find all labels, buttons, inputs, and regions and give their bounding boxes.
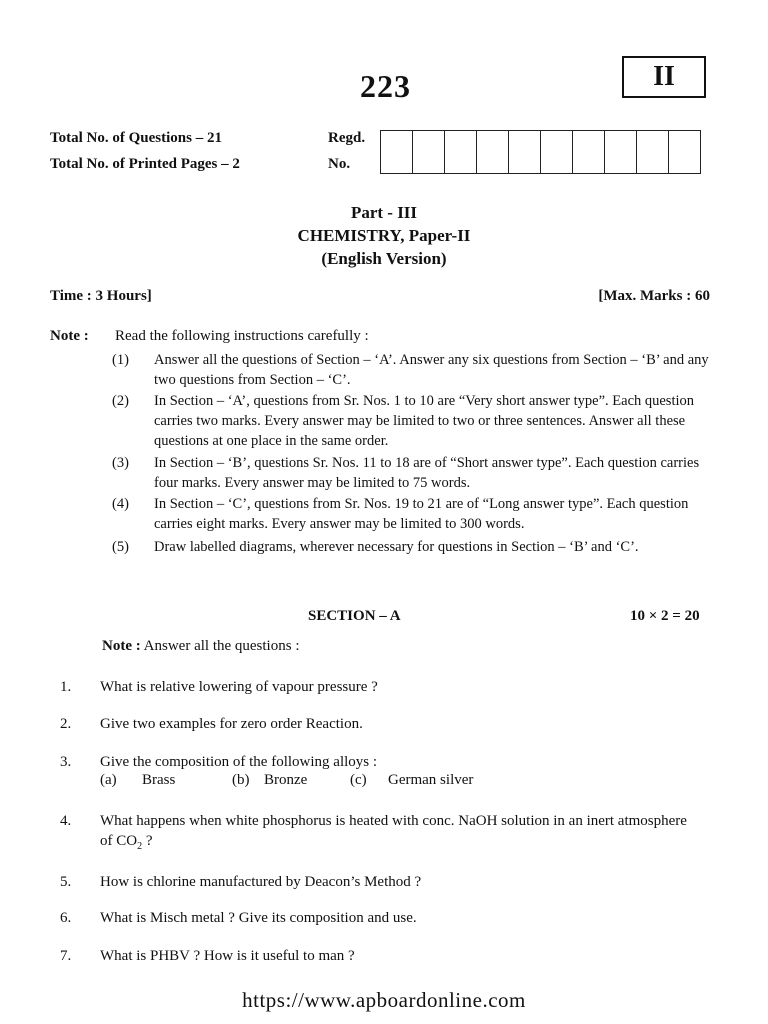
regd-box (637, 131, 669, 173)
set-marker-box: II (622, 56, 706, 98)
regd-box (413, 131, 445, 173)
max-marks: [Max. Marks : 60 (598, 288, 710, 304)
regd-box (669, 131, 700, 173)
instruction-text: In Section – ‘A’, questions from Sr. Nos. 1 to 10 are “Very short answer type”. Each question carries two marks. Every answer may be limited to two or three sentences. Answer all these questions at one place in the same order. (154, 393, 695, 449)
regd-box (605, 131, 637, 173)
instruction-number: (2) (112, 393, 129, 409)
part-title: Part - III (350, 203, 418, 222)
instruction-number: (5) (112, 539, 129, 555)
question-text-tail: ? (142, 833, 153, 849)
alloy-label: (c) (350, 772, 367, 788)
alloy-label: (b) (232, 772, 250, 788)
instruction-text: Answer all the questions of Section – ‘A’. Answer any six questions from Section – ‘B’ and any two questions from Section – ‘C’. (154, 352, 709, 388)
instruction-text: Draw labelled diagrams, wherever necessary for questions in Section – ‘B’ and ‘C’. (154, 539, 639, 555)
regd-box (381, 131, 413, 173)
question-item (60, 714, 700, 734)
time-allowed: Time : 3 Hours] (50, 288, 152, 304)
instruction-item (112, 453, 712, 493)
instruction-item (112, 494, 712, 534)
question-number: 4. (60, 813, 72, 829)
question-number: 3. (60, 754, 72, 770)
total-questions: Total No. of Questions – 21 (50, 130, 222, 146)
paper-code: 223 (360, 68, 411, 104)
alloy-name: German silver (388, 772, 474, 788)
time-marks-row (50, 288, 710, 305)
regd-box (573, 131, 605, 173)
regd-box (477, 131, 509, 173)
question-text: Give the composition of the following alloys : (100, 754, 378, 770)
section-a-note (102, 638, 299, 655)
instruction-item (112, 391, 712, 451)
regd-number-boxes (380, 130, 701, 174)
version-title: (English Version) (321, 249, 447, 268)
alloy-name: Brass (142, 772, 176, 788)
subject-title: CHEMISTRY, Paper-II (297, 226, 471, 245)
question-text: Give two examples for zero order Reaction. (100, 716, 363, 732)
question-text: How is chlorine manufactured by Deacon’s Method ? (100, 874, 422, 890)
instruction-number: (4) (112, 496, 129, 512)
regd-box (445, 131, 477, 173)
note-intro: Read the following instructions carefully : (115, 328, 369, 344)
question-number: 6. (60, 910, 72, 926)
section-note-label: Note : (102, 638, 141, 654)
total-pages: Total No. of Printed Pages – 2 (50, 156, 240, 172)
note-label: Note : (50, 328, 89, 344)
question-text-wrap (100, 811, 700, 857)
regd-box (541, 131, 573, 173)
question-item (60, 872, 700, 892)
question-item (60, 908, 700, 928)
question-number: 1. (60, 679, 72, 695)
instruction-item (112, 537, 712, 557)
section-a-title: SECTION – A (308, 608, 401, 624)
alloy-options (100, 772, 473, 789)
question-text: What happens when white phosphorus is heated with conc. NaOH solution in an inert atmosphere of CO (100, 813, 687, 849)
alloy-name: Bronze (264, 772, 308, 788)
website-footer[interactable]: https://www.apboardonline.com (242, 988, 526, 1012)
instruction-text: In Section – ‘B’, questions Sr. Nos. 11 to 18 are of “Short answer type”. Each question carries four marks. Every answer may be limited to 75 words. (154, 455, 700, 491)
regd-label: Regd. (328, 130, 366, 146)
instruction-item (112, 350, 712, 390)
instruction-number: (1) (112, 352, 129, 368)
section-note-text: Answer all the questions : (143, 638, 300, 654)
question-item (60, 811, 700, 857)
regd-box (509, 131, 541, 173)
alloy-label: (a) (100, 772, 117, 788)
question-item (60, 677, 700, 697)
question-subscript: 2 (137, 841, 143, 852)
instruction-text: In Section – ‘C’, questions from Sr. Nos. 19 to 21 are of “Long answer type”. Each question carries eight marks. Every answer may be limited to 300 words. (154, 496, 689, 532)
question-text: What is relative lowering of vapour pressure ? (100, 679, 378, 695)
question-item (60, 752, 700, 772)
question-item (60, 946, 700, 966)
instruction-number: (3) (112, 455, 129, 471)
regd-no-label: No. (328, 156, 351, 172)
section-a-marks: 10 × 2 = 20 (630, 608, 700, 624)
question-text: What is PHBV ? How is it useful to man ? (100, 948, 355, 964)
question-number: 2. (60, 716, 72, 732)
question-number: 5. (60, 874, 72, 890)
question-text: What is Misch metal ? Give its composition and use. (100, 910, 417, 926)
question-number: 7. (60, 948, 72, 964)
